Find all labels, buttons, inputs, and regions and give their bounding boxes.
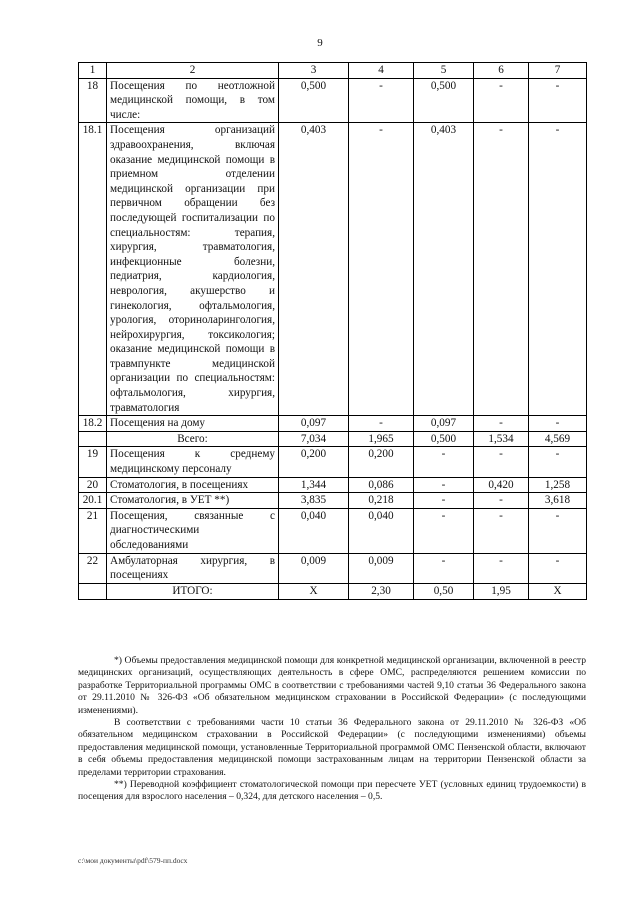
cell-col3: 0,040 — [279, 508, 349, 553]
row-description: Стоматология, в посещениях — [107, 477, 279, 493]
cell-col7: - — [529, 416, 587, 432]
cell-col3: 0,097 — [279, 416, 349, 432]
cell-col3: 1,344 — [279, 477, 349, 493]
cell-col6: - — [474, 447, 529, 477]
cell-col7: 4,569 — [529, 431, 587, 447]
cell-col7: - — [529, 123, 587, 416]
cell-col7: - — [529, 447, 587, 477]
cell-col4: 0,218 — [349, 493, 414, 509]
footnote-paragraph: В соответствии с требованиями части 10 статьи 36 Федерального закона от 29.11.2010 № 326-ФЗ «Об обязательном медицинском страховании в Российской Федерации» (с последующими изменениями) объемы предоставления медицинской помощи, установленные Территориальной программой ОМС Пензенской области, включают в себя объемы предоставления медицинской помощи застрахованным лицам на территории Пензенской области за пределами территории страхования. — [78, 717, 586, 778]
footnote-paragraph: *) Объемы предоставления медицинской помощи для конкретной медицинской организации, включенной в реестр медицинских организаций, осуществляющих деятельность в сфере ОМС, распределяются решением комиссии по разработке Территориальной программы ОМС в соответствии с требованиями частей 9,10 статьи 36 Федерального закона от 29.11.2010 № 326-ФЗ «Об обязательном медицинском страховании в Российской Федерации» (с последующими изменениями). — [78, 655, 586, 716]
cell-col5: - — [414, 477, 474, 493]
cell-col5: - — [414, 553, 474, 583]
row-number: 21 — [79, 508, 107, 553]
cell-col6: 1,534 — [474, 431, 529, 447]
header-cell: 4 — [349, 63, 414, 79]
row-description: Посещения, связанные с диагностическими обследованиями — [107, 508, 279, 553]
cell-col3: 0,500 — [279, 78, 349, 123]
cell-col7: - — [529, 508, 587, 553]
cell-col3: 3,835 — [279, 493, 349, 509]
cell-col6: 1,95 — [474, 583, 529, 599]
cell-col4: - — [349, 78, 414, 123]
footnote-paragraph: **) Переводной коэффициент стоматологической помощи при пересчете УЕТ (условных единиц трудоемкости) в посещения для взрослого населения – 0,324, для детского населения – 0,5. — [78, 779, 586, 803]
row-number — [79, 583, 107, 599]
row-number: 20.1 — [79, 493, 107, 509]
cell-col5: 0,50 — [414, 583, 474, 599]
cell-col6: - — [474, 416, 529, 432]
cell-col4: 0,040 — [349, 508, 414, 553]
cell-col7: - — [529, 553, 587, 583]
cell-col5: 0,500 — [414, 78, 474, 123]
row-description: ИТОГО: — [107, 583, 279, 599]
header-cell: 6 — [474, 63, 529, 79]
table-row — [79, 553, 587, 583]
header-cell: 5 — [414, 63, 474, 79]
row-description: Посещения организаций здравоохранения, включая оказание медицинской помощи в приемном отделении медицинской организации при первичном обращении без последующей госпитализации по специальностям: терапия, хирургия, травматология, инфекционные болезни, педиатрия, кардиология, неврология, акушерство и гинекология, офтальмология, урология, оториноларингология, нейрохирургия, токсикология; оказание медицинской помощи в травмпункте медицинской организации по специальностям: офтальмология, хирургия, травматология — [107, 123, 279, 416]
table-header-row — [79, 63, 587, 79]
cell-col3: 0,200 — [279, 447, 349, 477]
cell-col5: - — [414, 447, 474, 477]
header-cell: 3 — [279, 63, 349, 79]
cell-col6: - — [474, 493, 529, 509]
volumes-table — [78, 62, 587, 600]
table-row — [79, 493, 587, 509]
row-description: Посещения к среднему медицинскому персоналу — [107, 447, 279, 477]
row-number: 22 — [79, 553, 107, 583]
cell-col3: 7,034 — [279, 431, 349, 447]
table-row — [79, 123, 587, 416]
header-cell: 2 — [107, 63, 279, 79]
row-description: Стоматология, в УЕТ **) — [107, 493, 279, 509]
cell-col5: 0,500 — [414, 431, 474, 447]
table-row — [79, 416, 587, 432]
table-row — [79, 477, 587, 493]
cell-col6: - — [474, 508, 529, 553]
cell-col3: 0,403 — [279, 123, 349, 416]
cell-col3: Х — [279, 583, 349, 599]
cell-col6: - — [474, 553, 529, 583]
document-path-footer: c:\мои документы\pdf\579-пп.docx — [78, 856, 188, 865]
row-number: 20 — [79, 477, 107, 493]
cell-col5: 0,097 — [414, 416, 474, 432]
table-row — [79, 447, 587, 477]
row-description: Всего: — [107, 431, 279, 447]
cell-col7: - — [529, 78, 587, 123]
cell-col6: 0,420 — [474, 477, 529, 493]
row-number: 19 — [79, 447, 107, 477]
page-number: 9 — [317, 37, 323, 49]
cell-col5: - — [414, 493, 474, 509]
row-description: Посещения по неотложной медицинской помощи, в том числе: — [107, 78, 279, 123]
footnotes — [78, 655, 586, 804]
row-description: Посещения на дому — [107, 416, 279, 432]
cell-col3: 0,009 — [279, 553, 349, 583]
cell-col6: - — [474, 123, 529, 416]
cell-col7: Х — [529, 583, 587, 599]
cell-col4: - — [349, 416, 414, 432]
header-cell: 7 — [529, 63, 587, 79]
table-row — [79, 508, 587, 553]
table-row-grand-total — [79, 583, 587, 599]
cell-col5: - — [414, 508, 474, 553]
cell-col4: 2,30 — [349, 583, 414, 599]
row-number: 18.1 — [79, 123, 107, 416]
row-number: 18.2 — [79, 416, 107, 432]
row-description: Амбулаторная хирургия, в посещениях — [107, 553, 279, 583]
cell-col4: 0,086 — [349, 477, 414, 493]
header-cell: 1 — [79, 63, 107, 79]
cell-col5: 0,403 — [414, 123, 474, 416]
row-number — [79, 431, 107, 447]
cell-col7: 3,618 — [529, 493, 587, 509]
row-number: 18 — [79, 78, 107, 123]
cell-col4: 0,009 — [349, 553, 414, 583]
table-row-total — [79, 431, 587, 447]
cell-col4: 0,200 — [349, 447, 414, 477]
cell-col4: - — [349, 123, 414, 416]
cell-col6: - — [474, 78, 529, 123]
cell-col7: 1,258 — [529, 477, 587, 493]
cell-col4: 1,965 — [349, 431, 414, 447]
table-row — [79, 78, 587, 123]
